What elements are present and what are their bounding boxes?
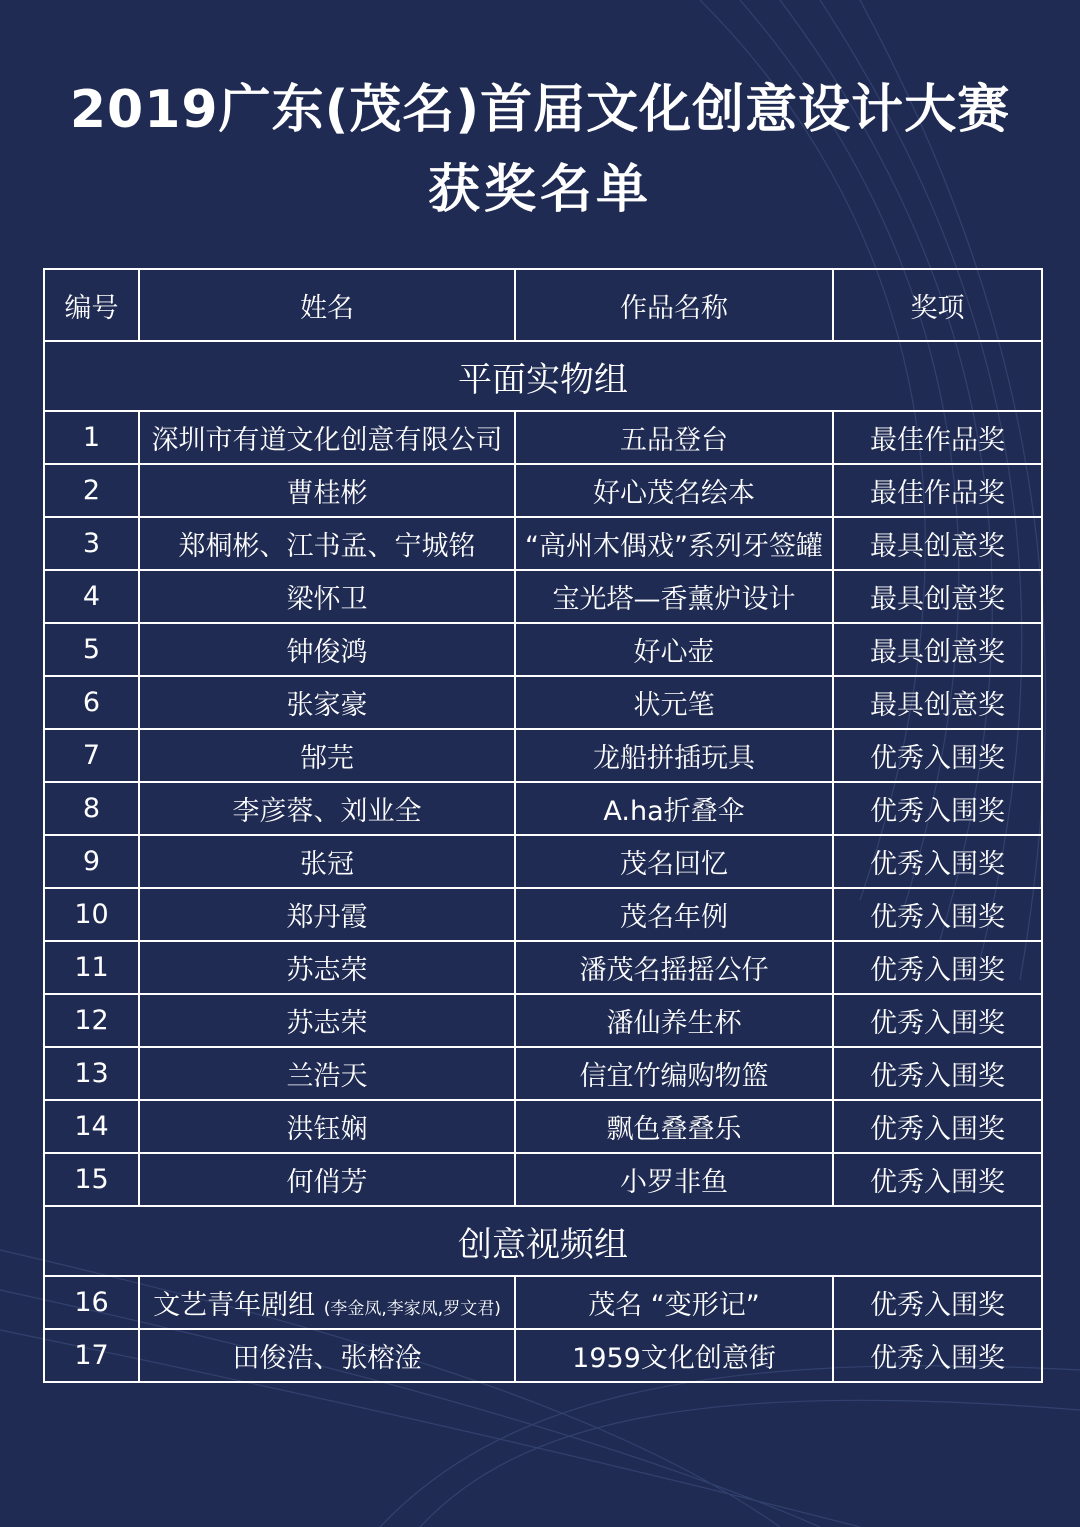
cell-work: “高州木偶戏”系列牙签罐: [515, 517, 833, 570]
cell-award: 优秀入围奖: [833, 1153, 1042, 1206]
cell-number: 13: [44, 1047, 139, 1100]
header-name: 姓名: [139, 269, 515, 341]
cell-award: 优秀入围奖: [833, 941, 1042, 994]
cell-number: 8: [44, 782, 139, 835]
table-row: [44, 623, 1042, 676]
cell-award: 优秀入围奖: [833, 1100, 1042, 1153]
cell-name: 郑丹霞: [139, 888, 515, 941]
cell-number: 2: [44, 464, 139, 517]
cell-award: 优秀入围奖: [833, 1329, 1042, 1382]
cell-award: 最具创意奖: [833, 676, 1042, 729]
table-row: [44, 1276, 1042, 1329]
cell-number: 6: [44, 676, 139, 729]
cell-work: 茂名年例: [515, 888, 833, 941]
cell-number: 5: [44, 623, 139, 676]
cell-award: 最具创意奖: [833, 517, 1042, 570]
cell-number: 4: [44, 570, 139, 623]
table-row: [44, 1100, 1042, 1153]
table-row: [44, 676, 1042, 729]
cell-work: 好心壶: [515, 623, 833, 676]
table-row: [44, 941, 1042, 994]
table-row: [44, 729, 1042, 782]
cell-name-main: 文艺青年剧组: [153, 1290, 316, 1321]
table-row: [44, 1329, 1042, 1382]
cell-award: 优秀入围奖: [833, 1276, 1042, 1329]
cell-number: 3: [44, 517, 139, 570]
table-row: [44, 1153, 1042, 1206]
cell-award: 最佳作品奖: [833, 411, 1042, 464]
group-label: 创意视频组: [44, 1206, 1042, 1276]
cell-number: 11: [44, 941, 139, 994]
cell-work: 飘色叠叠乐: [515, 1100, 833, 1153]
cell-work: 龙船拼插玩具: [515, 729, 833, 782]
table-row: [44, 835, 1042, 888]
cell-name: 张冠: [139, 835, 515, 888]
title-line-2: 获奖名单: [427, 160, 652, 220]
cell-name: 李彦蓉、刘业全: [139, 782, 515, 835]
table-row: [44, 782, 1042, 835]
header-number: 编号: [44, 269, 139, 341]
cell-work: 五品登台: [515, 411, 833, 464]
cell-work: 小罗非鱼: [515, 1153, 833, 1206]
cell-name: 郑桐彬、江书孟、宁城铭: [139, 517, 515, 570]
cell-work: 1959文化创意街: [515, 1329, 833, 1382]
cell-work: 茂名 “变形记”: [515, 1276, 833, 1329]
cell-award: 优秀入围奖: [833, 888, 1042, 941]
table-row: [44, 1047, 1042, 1100]
cell-work: 信宜竹编购物篮: [515, 1047, 833, 1100]
cell-work: 潘仙养生杯: [515, 994, 833, 1047]
table-row: [44, 517, 1042, 570]
cell-number: 9: [44, 835, 139, 888]
cell-name: 田俊浩、张榕淦: [139, 1329, 515, 1382]
cell-name: 郜芫: [139, 729, 515, 782]
cell-work: A.ha折叠伞: [515, 782, 833, 835]
cell-award: 优秀入围奖: [833, 994, 1042, 1047]
cell-name-note: (李金凤,李家凤,罗文君): [323, 1299, 501, 1319]
cell-number: 12: [44, 994, 139, 1047]
cell-number: 14: [44, 1100, 139, 1153]
table-row: [44, 994, 1042, 1047]
cell-number: 1: [44, 411, 139, 464]
cell-name: [139, 1276, 515, 1329]
title-line-1: 2019广东(茂名)首届文化创意设计大赛: [69, 80, 1011, 140]
cell-award: 最佳作品奖: [833, 464, 1042, 517]
page-title: [0, 70, 1080, 230]
cell-name: 苏志荣: [139, 941, 515, 994]
cell-award: 最具创意奖: [833, 623, 1042, 676]
cell-number: 15: [44, 1153, 139, 1206]
cell-name: 何俏芳: [139, 1153, 515, 1206]
group-row: [44, 1206, 1042, 1276]
cell-work: 状元笔: [515, 676, 833, 729]
table-row: [44, 888, 1042, 941]
cell-number: 7: [44, 729, 139, 782]
cell-name: 曹桂彬: [139, 464, 515, 517]
cell-name: 深圳市有道文化创意有限公司: [139, 411, 515, 464]
cell-name: 苏志荣: [139, 994, 515, 1047]
cell-number: 10: [44, 888, 139, 941]
cell-name: 张家豪: [139, 676, 515, 729]
cell-award: 优秀入围奖: [833, 729, 1042, 782]
cell-name: 洪钰娴: [139, 1100, 515, 1153]
cell-award: 优秀入围奖: [833, 782, 1042, 835]
header-work: 作品名称: [515, 269, 833, 341]
cell-name: 梁怀卫: [139, 570, 515, 623]
cell-award: 优秀入围奖: [833, 1047, 1042, 1100]
cell-work: 茂名回忆: [515, 835, 833, 888]
cell-number: 17: [44, 1329, 139, 1382]
cell-work: 宝光塔—香薰炉设计: [515, 570, 833, 623]
awards-table: [43, 268, 1043, 1383]
cell-number: 16: [44, 1276, 139, 1329]
cell-award: 最具创意奖: [833, 570, 1042, 623]
cell-award: 优秀入围奖: [833, 835, 1042, 888]
group-row: [44, 341, 1042, 411]
table-row: [44, 570, 1042, 623]
table-row: [44, 464, 1042, 517]
cell-work: 好心茂名绘本: [515, 464, 833, 517]
table-row: [44, 411, 1042, 464]
cell-name: 钟俊鸿: [139, 623, 515, 676]
table-header-row: [44, 269, 1042, 341]
cell-name: 兰浩天: [139, 1047, 515, 1100]
header-award: 奖项: [833, 269, 1042, 341]
group-label: 平面实物组: [44, 341, 1042, 411]
cell-work: 潘茂名摇摇公仔: [515, 941, 833, 994]
